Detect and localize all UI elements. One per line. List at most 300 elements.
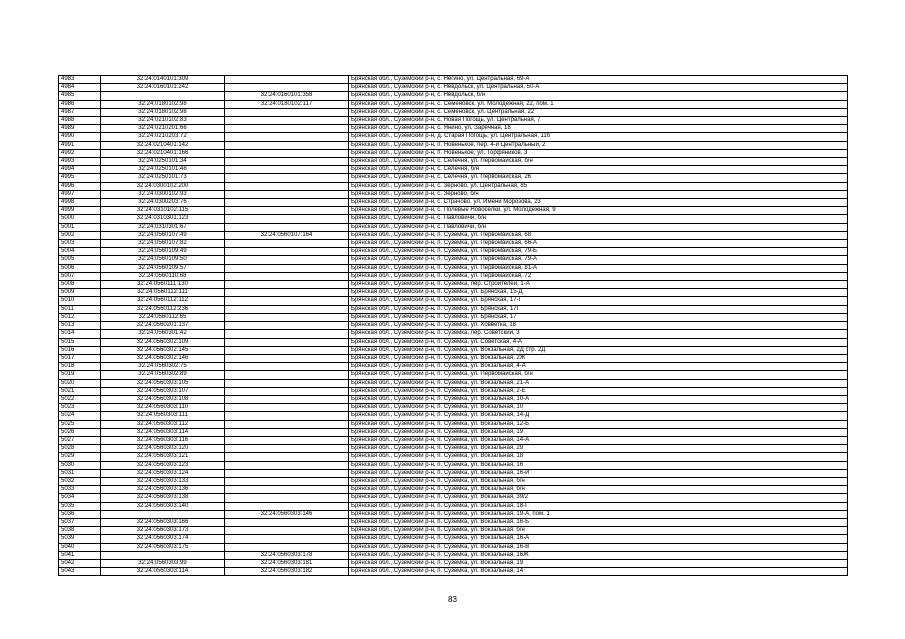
related-cadastral-number-cell bbox=[225, 223, 349, 231]
address-cell: Брянская обл., Суземский р-н, с. Селечня, ул. Первомайская, б/н bbox=[349, 158, 848, 166]
address-cell: Брянская обл., Суземский р-н, п. Суземка, ул. Вокзальная, 10 bbox=[349, 404, 848, 412]
related-cadastral-number-cell bbox=[225, 215, 349, 223]
address-cell: Брянская обл., Суземский р-н, п. Суземка, ул. Вокзальная, 16-А bbox=[349, 535, 848, 543]
row-number-cell: 5035 bbox=[59, 502, 101, 510]
table-row bbox=[59, 477, 848, 485]
table-row bbox=[59, 518, 848, 526]
related-cadastral-number-cell bbox=[225, 158, 349, 166]
cadastral-number-cell: 32:24:0560302:109 bbox=[101, 338, 225, 346]
related-cadastral-number-cell bbox=[225, 133, 349, 141]
address-cell: Брянская обл., Суземский р-н, п. Суземка, ул. Ховветка, 18 bbox=[349, 322, 848, 330]
row-number-cell: 4991 bbox=[59, 141, 101, 149]
address-cell: Брянская обл., Суземский р-н, п. Суземка, ул. Первомайская, 79-А bbox=[349, 256, 848, 264]
cadastral-number-cell: 32:24:0560303:111 bbox=[101, 412, 225, 420]
related-cadastral-number-cell bbox=[225, 125, 349, 133]
table-row bbox=[59, 305, 848, 313]
cadastral-number-cell: 32:24:0560303:140 bbox=[101, 502, 225, 510]
table-row bbox=[59, 182, 848, 190]
row-number-cell: 4999 bbox=[59, 207, 101, 215]
related-cadastral-number-cell bbox=[225, 108, 349, 116]
row-number-cell: 4987 bbox=[59, 108, 101, 116]
related-cadastral-number-cell: 32:24:0560303:178 bbox=[225, 551, 349, 559]
related-cadastral-number-cell bbox=[225, 363, 349, 371]
table-row bbox=[59, 231, 848, 239]
page-number: 83 bbox=[448, 595, 457, 604]
cadastral-number-cell: 32:24:0210203:72 bbox=[101, 133, 225, 141]
address-cell: Брянская обл., Суземский р-н, п. Суземка, ул. Вокзальная, 2Ж bbox=[349, 354, 848, 362]
row-number-cell: 5040 bbox=[59, 543, 101, 551]
cadastral-number-cell: 32:24:0210201:66 bbox=[101, 125, 225, 133]
cadastral-number-cell: 32:24:0560303:173 bbox=[101, 527, 225, 535]
related-cadastral-number-cell bbox=[225, 281, 349, 289]
address-cell: Брянская обл., Суземский р-н, п. Новенькое, ул. Торфяников, 3 bbox=[349, 149, 848, 157]
table-row bbox=[59, 149, 848, 157]
cadastral-number-cell: 32:24:0300102:200 bbox=[101, 182, 225, 190]
table-row bbox=[59, 436, 848, 444]
table-row bbox=[59, 240, 848, 248]
cadastral-number-cell: 32:24:0250101:34 bbox=[101, 158, 225, 166]
cadastral-number-cell bbox=[101, 551, 225, 559]
row-number-cell: 5013 bbox=[59, 322, 101, 330]
table-row bbox=[59, 494, 848, 502]
row-number-cell: 5015 bbox=[59, 338, 101, 346]
table-row bbox=[59, 272, 848, 280]
address-cell: Брянская обл., Суземский р-н, п. Суземка, ул. Брянская, 17 bbox=[349, 313, 848, 321]
row-number-cell: 5011 bbox=[59, 305, 101, 313]
related-cadastral-number-cell bbox=[225, 330, 349, 338]
row-number-cell: 5004 bbox=[59, 248, 101, 256]
cadastral-number-cell: 32:24:0310301:67 bbox=[101, 223, 225, 231]
related-cadastral-number-cell bbox=[225, 149, 349, 157]
row-number-cell: 5007 bbox=[59, 272, 101, 280]
address-cell: Брянская обл., Суземский р-н, с. Невдольск, ул. Центральная, 50-А bbox=[349, 84, 848, 92]
related-cadastral-number-cell bbox=[225, 322, 349, 330]
address-cell: Брянская обл., Суземский р-н, п. Суземка, ул. Вокзальная, 10-А bbox=[349, 395, 848, 403]
row-number-cell: 5029 bbox=[59, 453, 101, 461]
cadastral-number-cell: 32:24:0560303:105 bbox=[101, 379, 225, 387]
row-number-cell: 5012 bbox=[59, 313, 101, 321]
cadastral-number-cell: 32:24:0560110:68 bbox=[101, 272, 225, 280]
address-cell: Брянская обл., Суземский р-н, п. Суземка, ул. Вокзальная, 16 bbox=[349, 461, 848, 469]
address-cell: Брянская обл., Суземский р-н, п. Суземка, ул. Первомайская, 72 bbox=[349, 272, 848, 280]
row-number-cell: 4984 bbox=[59, 84, 101, 92]
table-row bbox=[59, 174, 848, 182]
table-row bbox=[59, 100, 848, 108]
related-cadastral-number-cell bbox=[225, 527, 349, 535]
cadastral-number-cell bbox=[101, 92, 225, 100]
address-cell: Брянская обл., Суземский р-н, п. Суземка, ул. Первомайская, 79-Б bbox=[349, 248, 848, 256]
address-cell: Брянская обл., Суземский р-н, с. Павловичи, б/н bbox=[349, 215, 848, 223]
related-cadastral-number-cell bbox=[225, 494, 349, 502]
table-row bbox=[59, 313, 848, 321]
row-number-cell: 5030 bbox=[59, 461, 101, 469]
address-cell: Брянская обл., Суземский р-н, п. Суземка, ул. Вокзальная, 16-Б bbox=[349, 518, 848, 526]
row-number-cell: 5018 bbox=[59, 363, 101, 371]
cadastral-number-cell: 32:24:0310301:123 bbox=[101, 215, 225, 223]
table-row bbox=[59, 559, 848, 567]
related-cadastral-number-cell bbox=[225, 371, 349, 379]
cadastral-number-cell: 32:24:0560112:112 bbox=[101, 297, 225, 305]
related-cadastral-number-cell bbox=[225, 535, 349, 543]
related-cadastral-number-cell bbox=[225, 166, 349, 174]
row-number-cell: 5039 bbox=[59, 535, 101, 543]
related-cadastral-number-cell: 32:24:0560303:182 bbox=[225, 568, 349, 576]
address-cell: Брянская обл., Суземский р-н, с. Негино, ул. Центральная, 69-А bbox=[349, 76, 848, 84]
cadastral-number-cell: 32:24:0560303:166 bbox=[101, 518, 225, 526]
address-cell: Брянская обл., Суземский р-н, п. Суземка, ул. Вокзальная, б/н bbox=[349, 527, 848, 535]
related-cadastral-number-cell: 32:24:0560107:164 bbox=[225, 231, 349, 239]
cadastral-number-cell: 32:24:0560112:236 bbox=[101, 305, 225, 313]
related-cadastral-number-cell bbox=[225, 313, 349, 321]
address-cell: Брянская обл., Суземский р-н, п. Суземка, ул. Вокзальная, 16-В bbox=[349, 543, 848, 551]
cadastral-number-cell: 32:24:0560109:57 bbox=[101, 264, 225, 272]
address-cell: Брянская обл., Суземский р-н, п. Суземка, ул. Брянская, 15-Д bbox=[349, 289, 848, 297]
cadastral-number-cell: 32:24:0560303:107 bbox=[101, 387, 225, 395]
related-cadastral-number-cell bbox=[225, 84, 349, 92]
table-row bbox=[59, 412, 848, 420]
address-cell: Брянская обл., Суземский р-н, с. Селечня, ул. Первомайская, 26 bbox=[349, 174, 848, 182]
row-number-cell: 5043 bbox=[59, 568, 101, 576]
cadastral-number-cell: 32:24:0560303:116 bbox=[101, 436, 225, 444]
table-row bbox=[59, 551, 848, 559]
address-cell: Брянская обл., Суземский р-н, п. Суземка, ул. Первомайская, б/н bbox=[349, 371, 848, 379]
row-number-cell: 5022 bbox=[59, 395, 101, 403]
cadastral-number-cell: 32:24:0560303:114 bbox=[101, 428, 225, 436]
related-cadastral-number-cell bbox=[225, 338, 349, 346]
cadastral-number-cell: 32:24:0560303:133 bbox=[101, 477, 225, 485]
address-cell: Брянская обл., Суземский р-н, с. Янино, ул. Заречная, 18 bbox=[349, 125, 848, 133]
related-cadastral-number-cell bbox=[225, 461, 349, 469]
cadastral-number-cell: 32:24:0180102:98 bbox=[101, 108, 225, 116]
related-cadastral-number-cell bbox=[225, 264, 349, 272]
table-row bbox=[59, 338, 848, 346]
row-number-cell: 5034 bbox=[59, 494, 101, 502]
row-number-cell: 5001 bbox=[59, 223, 101, 231]
table-row bbox=[59, 535, 848, 543]
address-cell: Брянская обл., Суземский р-н, п. Новенькое, пер. 4-й Центральный, 2 bbox=[349, 141, 848, 149]
cadastral-number-cell: 32:24:0560303:123 bbox=[101, 461, 225, 469]
related-cadastral-number-cell: 32:24:0560303:146 bbox=[225, 510, 349, 518]
table-row bbox=[59, 207, 848, 215]
row-number-cell: 5006 bbox=[59, 264, 101, 272]
row-number-cell: 4992 bbox=[59, 149, 101, 157]
row-number-cell: 5033 bbox=[59, 486, 101, 494]
cadastral-number-cell: 32:24:0210401:142 bbox=[101, 141, 225, 149]
cadastral-number-cell: 32:24:0560303:124 bbox=[101, 469, 225, 477]
row-number-cell: 5041 bbox=[59, 551, 101, 559]
cadastral-number-cell: 32:24:0560302:145 bbox=[101, 346, 225, 354]
related-cadastral-number-cell bbox=[225, 502, 349, 510]
cadastral-number-cell: 32:24:0210102:83 bbox=[101, 117, 225, 125]
table-row bbox=[59, 354, 848, 362]
related-cadastral-number-cell bbox=[225, 387, 349, 395]
cadastral-number-cell: 32:24:0560303:175 bbox=[101, 543, 225, 551]
related-cadastral-number-cell bbox=[225, 141, 349, 149]
row-number-cell: 5000 bbox=[59, 215, 101, 223]
table-row bbox=[59, 158, 848, 166]
cadastral-number-cell: 32:24:0560303:138 bbox=[101, 494, 225, 502]
row-number-cell: 5028 bbox=[59, 445, 101, 453]
address-cell: Брянская обл., Суземский р-н, с. Селечня, б/н bbox=[349, 166, 848, 174]
row-number-cell: 4986 bbox=[59, 100, 101, 108]
row-number-cell: 5024 bbox=[59, 412, 101, 420]
cadastral-number-cell: 32:24:0560301:42 bbox=[101, 330, 225, 338]
table-row bbox=[59, 445, 848, 453]
row-number-cell: 5016 bbox=[59, 346, 101, 354]
table-row bbox=[59, 428, 848, 436]
table-row bbox=[59, 256, 848, 264]
row-number-cell: 4995 bbox=[59, 174, 101, 182]
row-number-cell: 5009 bbox=[59, 289, 101, 297]
cadastral-number-cell: 32:24:0560302:89 bbox=[101, 371, 225, 379]
related-cadastral-number-cell bbox=[225, 248, 349, 256]
registry-table-body bbox=[59, 76, 848, 576]
address-cell: Брянская обл., Суземский р-н, с. Страчово, ул. Имени Морозова, 23 bbox=[349, 199, 848, 207]
cadastral-number-cell: 32:24:0560302:75 bbox=[101, 363, 225, 371]
related-cadastral-number-cell bbox=[225, 395, 349, 403]
table-row bbox=[59, 502, 848, 510]
cadastral-number-cell: 32:24:0180102:98 bbox=[101, 100, 225, 108]
related-cadastral-number-cell bbox=[225, 412, 349, 420]
table-row bbox=[59, 395, 848, 403]
row-number-cell: 5026 bbox=[59, 428, 101, 436]
row-number-cell: 4988 bbox=[59, 117, 101, 125]
related-cadastral-number-cell bbox=[225, 297, 349, 305]
row-number-cell: 5017 bbox=[59, 354, 101, 362]
cadastral-number-cell: 32:24:0140101:309 bbox=[101, 76, 225, 84]
address-cell: Брянская обл., Суземский р-н, п. Суземка, ул. Вокзальная, б/н bbox=[349, 477, 848, 485]
address-cell: Брянская обл., Суземский р-н, с. Полевые Новоселки, ул. Молодежная, 9 bbox=[349, 207, 848, 215]
table-row bbox=[59, 166, 848, 174]
related-cadastral-number-cell bbox=[225, 469, 349, 477]
cadastral-number-cell: 32:24:0310102:115 bbox=[101, 207, 225, 215]
related-cadastral-number-cell bbox=[225, 207, 349, 215]
address-cell: Брянская обл., Суземский р-н, п. Суземка, пер. Строителей, 1-А bbox=[349, 281, 848, 289]
cadastral-number-cell: 32:24:0560112:111 bbox=[101, 289, 225, 297]
row-number-cell: 4998 bbox=[59, 199, 101, 207]
related-cadastral-number-cell bbox=[225, 174, 349, 182]
table-row bbox=[59, 346, 848, 354]
address-cell: Брянская обл., Суземский р-н, п. Суземка, ул. Вокзальная, 39/2 bbox=[349, 494, 848, 502]
row-number-cell: 4994 bbox=[59, 166, 101, 174]
row-number-cell: 5005 bbox=[59, 256, 101, 264]
address-cell: Брянская обл., Суземский р-н, с. Зерново, б/н bbox=[349, 190, 848, 198]
address-cell: Брянская обл., Суземский р-н, п. Суземка, пер. Советский, 3 bbox=[349, 330, 848, 338]
address-cell: Брянская обл., Суземский р-н, п. Суземка, ул. Вокзальная, 18 bbox=[349, 453, 848, 461]
row-number-cell: 5027 bbox=[59, 436, 101, 444]
address-cell: Брянская обл., Суземский р-н, д. Старая Погощь, ул. Центральная, 11б bbox=[349, 133, 848, 141]
address-cell: Брянская обл., Суземский р-н, с. Семеновск, ул. Центральная, 22 bbox=[349, 108, 848, 116]
cadastral-number-cell: 32:24:0250101:73 bbox=[101, 174, 225, 182]
table-row bbox=[59, 330, 848, 338]
table-row bbox=[59, 469, 848, 477]
row-number-cell: 5038 bbox=[59, 527, 101, 535]
row-number-cell: 5014 bbox=[59, 330, 101, 338]
table-row bbox=[59, 461, 848, 469]
address-cell: Брянская обл., Суземский р-н, п. Суземка, ул. Советская, 4-А bbox=[349, 338, 848, 346]
related-cadastral-number-cell bbox=[225, 354, 349, 362]
table-row bbox=[59, 281, 848, 289]
related-cadastral-number-cell bbox=[225, 420, 349, 428]
related-cadastral-number-cell bbox=[225, 543, 349, 551]
cadastral-number-cell: 32:24:0560303:120 bbox=[101, 445, 225, 453]
table-row bbox=[59, 527, 848, 535]
table-row bbox=[59, 215, 848, 223]
table-row bbox=[59, 248, 848, 256]
cadastral-number-cell: 32:24:0560303:136 bbox=[101, 486, 225, 494]
address-cell: Брянская обл., Суземский р-н, п. Суземка, ул. Брянская, 17Г bbox=[349, 305, 848, 313]
cadastral-number-cell: 32:24:0560303:108 bbox=[101, 395, 225, 403]
cadastral-number-cell: 32:24:0560107:82 bbox=[101, 240, 225, 248]
table-row bbox=[59, 125, 848, 133]
related-cadastral-number-cell bbox=[225, 346, 349, 354]
address-cell: Брянская обл., Суземский р-н, п. Суземка, ул. Вокзальная, 14-Д bbox=[349, 412, 848, 420]
related-cadastral-number-cell bbox=[225, 428, 349, 436]
address-cell: Брянская обл., Суземский р-н, п. Суземка, ул. Вокзальная, 19 bbox=[349, 428, 848, 436]
address-cell: Брянская обл., Суземский р-н, п. Суземка, ул. Вокзальная, 14-А bbox=[349, 436, 848, 444]
table-row bbox=[59, 84, 848, 92]
row-number-cell: 5019 bbox=[59, 371, 101, 379]
related-cadastral-number-cell bbox=[225, 518, 349, 526]
table-row bbox=[59, 387, 848, 395]
address-cell: Брянская обл., Суземский р-н, п. Суземка, ул. Вокзальная, 12-Б bbox=[349, 420, 848, 428]
cadastral-number-cell: 32:24:0560107:49 bbox=[101, 231, 225, 239]
table-row bbox=[59, 510, 848, 518]
table-row bbox=[59, 543, 848, 551]
row-number-cell: 5020 bbox=[59, 379, 101, 387]
address-cell: Брянская обл., Суземский р-н, п. Суземка, ул. Вокзальная, 16-И bbox=[349, 469, 848, 477]
table-row bbox=[59, 453, 848, 461]
table-row bbox=[59, 568, 848, 576]
table-row bbox=[59, 289, 848, 297]
cadastral-number-cell: 32:24:0560303:114 bbox=[101, 568, 225, 576]
related-cadastral-number-cell bbox=[225, 404, 349, 412]
related-cadastral-number-cell bbox=[225, 289, 349, 297]
related-cadastral-number-cell: 32:24:0160101:358 bbox=[225, 92, 349, 100]
row-number-cell: 5025 bbox=[59, 420, 101, 428]
address-cell: Брянская обл., Суземский р-н, с. Зерново, ул. Центральная, 85 bbox=[349, 182, 848, 190]
row-number-cell: 4990 bbox=[59, 133, 101, 141]
address-cell: Брянская обл., Суземский р-н, с. Семеновск, ул. Молодежная, 22, пом. 1 bbox=[349, 100, 848, 108]
related-cadastral-number-cell bbox=[225, 486, 349, 494]
table-row bbox=[59, 76, 848, 84]
table-row bbox=[59, 404, 848, 412]
row-number-cell: 5023 bbox=[59, 404, 101, 412]
related-cadastral-number-cell bbox=[225, 117, 349, 125]
address-cell: Брянская обл., Суземский р-н, п. Суземка, ул. Вокзальная, 29 bbox=[349, 445, 848, 453]
address-cell: Брянская обл., Суземский р-н, п. Суземка, ул. Брянская, 17-Г bbox=[349, 297, 848, 305]
address-cell: Брянская обл., Суземский р-н, п. Суземка, ул. Вокзальная, 14 bbox=[349, 568, 848, 576]
table-row bbox=[59, 297, 848, 305]
related-cadastral-number-cell bbox=[225, 272, 349, 280]
cadastral-number-cell: 32:24:0560303:121 bbox=[101, 453, 225, 461]
row-number-cell: 4983 bbox=[59, 76, 101, 84]
cadastral-number-cell: 32:24:0250101:48 bbox=[101, 166, 225, 174]
row-number-cell: 4997 bbox=[59, 190, 101, 198]
cadastral-number-cell: 32:24:0560112:65 bbox=[101, 313, 225, 321]
related-cadastral-number-cell: 32:24:0560303:181 bbox=[225, 559, 349, 567]
row-number-cell: 4996 bbox=[59, 182, 101, 190]
cadastral-number-cell: 32:24:0560302:146 bbox=[101, 354, 225, 362]
row-number-cell: 5010 bbox=[59, 297, 101, 305]
row-number-cell: 5032 bbox=[59, 477, 101, 485]
cadastral-number-cell: 32:24:0560303:99 bbox=[101, 559, 225, 567]
property-registry-table bbox=[58, 75, 848, 576]
related-cadastral-number-cell bbox=[225, 305, 349, 313]
table-row bbox=[59, 486, 848, 494]
cadastral-number-cell: 32:24:0560303:174 bbox=[101, 535, 225, 543]
address-cell: Брянская обл., Суземский р-н, с. Новая Погощь, ул. Центральная, 7 bbox=[349, 117, 848, 125]
row-number-cell: 5031 bbox=[59, 469, 101, 477]
related-cadastral-number-cell bbox=[225, 199, 349, 207]
row-number-cell: 4993 bbox=[59, 158, 101, 166]
cadastral-number-cell: 32:24:0560303:112 bbox=[101, 420, 225, 428]
table-row bbox=[59, 190, 848, 198]
address-cell: Брянская обл., Суземский р-н, п. Суземка, ул. Первомайская, 81-А bbox=[349, 264, 848, 272]
address-cell: Брянская обл., Суземский р-н, п. Суземка, ул. Вокзальная, 16Ж bbox=[349, 551, 848, 559]
table-row bbox=[59, 322, 848, 330]
row-number-cell: 5036 bbox=[59, 510, 101, 518]
related-cadastral-number-cell bbox=[225, 379, 349, 387]
table-row bbox=[59, 108, 848, 116]
cadastral-number-cell: 32:24:0300102:93 bbox=[101, 190, 225, 198]
related-cadastral-number-cell bbox=[225, 453, 349, 461]
table-row bbox=[59, 199, 848, 207]
address-cell: Брянская обл., Суземский р-н, п. Суземка, ул. Вокзальная, 4-А bbox=[349, 363, 848, 371]
address-cell: Брянская обл., Суземский р-н, с. Павловичи, б/н bbox=[349, 223, 848, 231]
table-row bbox=[59, 223, 848, 231]
cadastral-number-cell: 32:24:0560303:110 bbox=[101, 404, 225, 412]
cadastral-number-cell bbox=[101, 510, 225, 518]
related-cadastral-number-cell bbox=[225, 436, 349, 444]
related-cadastral-number-cell bbox=[225, 477, 349, 485]
address-cell: Брянская обл., Суземский р-н, с. Невдольск, б/н bbox=[349, 92, 848, 100]
address-cell: Брянская обл., Суземский р-н, п. Суземка, ул. Вокзальная, 18-Г bbox=[349, 502, 848, 510]
table-row bbox=[59, 371, 848, 379]
row-number-cell: 5021 bbox=[59, 387, 101, 395]
row-number-cell: 4985 bbox=[59, 92, 101, 100]
cadastral-number-cell: 32:24:0560109:49 bbox=[101, 248, 225, 256]
cadastral-number-cell: 32:24:0560201:137 bbox=[101, 322, 225, 330]
related-cadastral-number-cell bbox=[225, 182, 349, 190]
table-row bbox=[59, 92, 848, 100]
related-cadastral-number-cell: 32:24:0180102:117 bbox=[225, 100, 349, 108]
related-cadastral-number-cell bbox=[225, 190, 349, 198]
related-cadastral-number-cell bbox=[225, 256, 349, 264]
related-cadastral-number-cell bbox=[225, 76, 349, 84]
related-cadastral-number-cell bbox=[225, 240, 349, 248]
row-number-cell: 4989 bbox=[59, 125, 101, 133]
table-row bbox=[59, 379, 848, 387]
address-cell: Брянская обл., Суземский р-н, п. Суземка, ул. Первомайская, 66-А bbox=[349, 240, 848, 248]
table-row bbox=[59, 133, 848, 141]
related-cadastral-number-cell bbox=[225, 445, 349, 453]
address-cell: Брянская обл., Суземский р-н, п. Суземка, ул. Вокзальная, 2Д стр. 2Д bbox=[349, 346, 848, 354]
address-cell: Брянская обл., Суземский р-н, п. Суземка, ул. Первомайская, 68 bbox=[349, 231, 848, 239]
table-row bbox=[59, 264, 848, 272]
cadastral-number-cell: 32:24:0210401:166 bbox=[101, 149, 225, 157]
row-number-cell: 5002 bbox=[59, 231, 101, 239]
table-row bbox=[59, 141, 848, 149]
row-number-cell: 5003 bbox=[59, 240, 101, 248]
row-number-cell: 5037 bbox=[59, 518, 101, 526]
row-number-cell: 5008 bbox=[59, 281, 101, 289]
table-row bbox=[59, 363, 848, 371]
table-row bbox=[59, 117, 848, 125]
row-number-cell: 5042 bbox=[59, 559, 101, 567]
address-cell: Брянская обл., Суземский р-н, п. Суземка, ул. Вокзальная, 21-А bbox=[349, 379, 848, 387]
address-cell: Брянская обл., Суземский р-н, п. Суземка, ул. Вокзальная, 2-Е bbox=[349, 387, 848, 395]
